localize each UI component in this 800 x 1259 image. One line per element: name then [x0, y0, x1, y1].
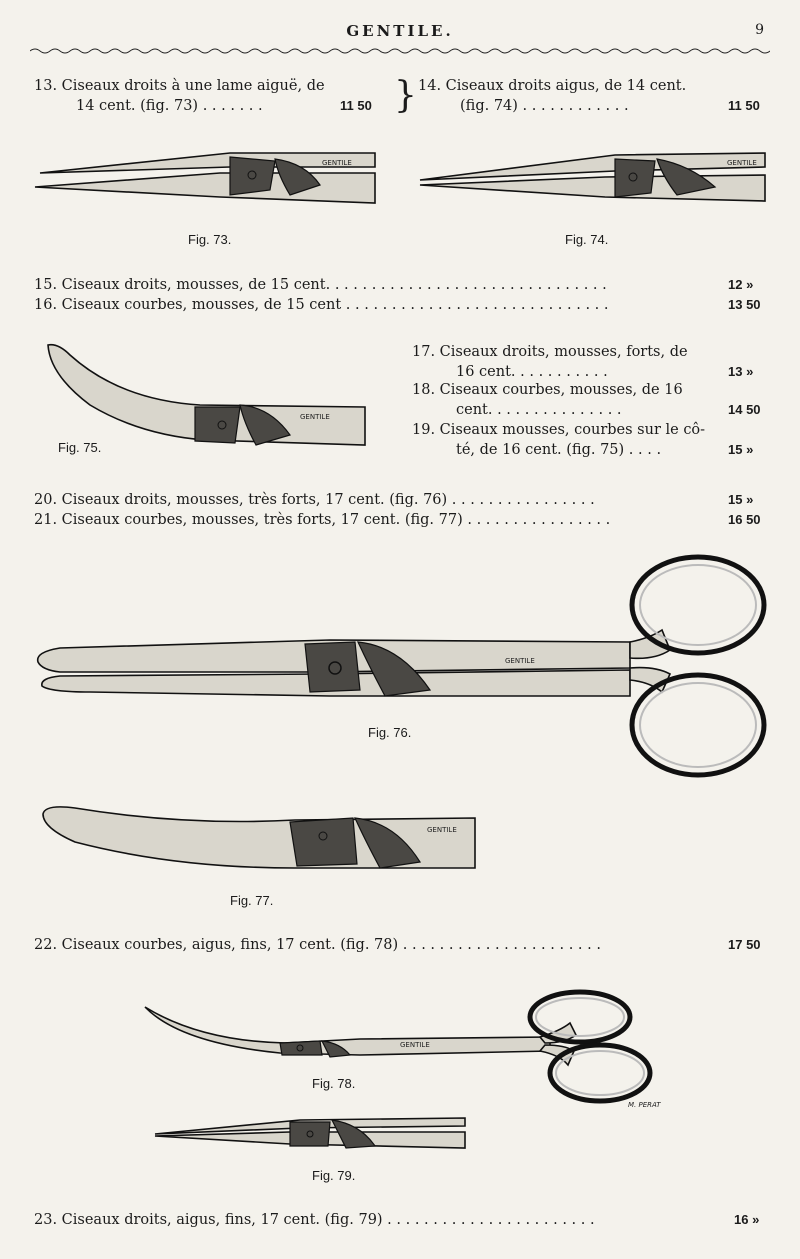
- fig-73-brand: GENTILE: [322, 159, 352, 167]
- header-wavy-rule: [30, 45, 770, 57]
- engraver-signature: M. PERAT: [628, 1101, 661, 1109]
- item-13-label: 13. Ciseaux droits à une lame aiguë, de: [34, 78, 325, 94]
- fig-74-brand: GENTILE: [727, 159, 757, 167]
- item-22-label: 22. Ciseaux courbes, aigus, fins, 17 cent. (fig. 78) . . . . . . . . . . . . . . . . . . . . . .: [34, 937, 601, 953]
- item-21-label: 21. Ciseaux courbes, mousses, très forts, 17 cent. (fig. 77) . . . . . . . . . . . . . . . .: [34, 512, 611, 528]
- item-19-label: 19. Ciseaux mousses, courbes sur le cô-: [412, 422, 706, 438]
- item-22-price: 17 50: [728, 937, 761, 952]
- fig-75-brand: GENTILE: [300, 413, 330, 421]
- item-19-label-cont: té, de 16 cent. (fig. 75) . . . .: [456, 442, 662, 458]
- fig-76-scissors-illustration: [30, 550, 775, 785]
- item-14-label-cont: (fig. 74) . . . . . . . . . . . .: [460, 98, 629, 114]
- fig-74-caption: Fig. 74.: [565, 232, 609, 247]
- item-15-price: 12 »: [728, 277, 754, 292]
- item-17-label: 17. Ciseaux droits, mousses, forts, de: [412, 344, 688, 360]
- item-23-label: 23. Ciseaux droits, aigus, fins, 17 cent. (fig. 79) . . . . . . . . . . . . . . . . . . . . . . .: [34, 1212, 595, 1228]
- item-16-label: 16. Ciseaux courbes, mousses, de 15 cent . . . . . . . . . . . . . . . . . . . . . . . . . . . . .: [34, 297, 609, 313]
- page-number: 9: [755, 22, 764, 38]
- page-header-title: GENTILE.: [346, 22, 454, 40]
- item-19-price: 15 »: [728, 442, 754, 457]
- item-15-label: 15. Ciseaux droits, mousses, de 15 cent. . . . . . . . . . . . . . . . . . . . . . . . . . . . . . .: [34, 277, 607, 293]
- fig-75-caption: Fig. 75.: [58, 440, 102, 455]
- fig-78-brand: GENTILE: [400, 1041, 430, 1049]
- item-23-price: 16 »: [734, 1212, 760, 1227]
- fig-78-caption: Fig. 78.: [312, 1076, 356, 1091]
- brace-divider: }: [394, 75, 417, 116]
- item-13-price: 11 50: [340, 98, 372, 113]
- item-17-label-cont: 16 cent. . . . . . . . . . .: [456, 364, 608, 380]
- item-16-price: 13 50: [728, 297, 761, 312]
- item-17-price: 13 »: [728, 364, 754, 379]
- item-21-price: 16 50: [728, 512, 761, 527]
- item-14-label: 14. Ciseaux droits aigus, de 14 cent.: [418, 78, 687, 94]
- fig-79-scissors-illustration: [150, 1110, 470, 1155]
- fig-73-scissors-illustration: [30, 145, 380, 210]
- fig-78-scissors-illustration: [140, 985, 680, 1110]
- item-14-price: 11 50: [728, 98, 760, 113]
- fig-77-scissors-illustration: [35, 800, 480, 880]
- fig-74-scissors-illustration: [415, 145, 767, 210]
- item-18-label: 18. Ciseaux courbes, mousses, de 16: [412, 382, 683, 398]
- fig-77-caption: Fig. 77.: [230, 893, 274, 908]
- item-18-label-cont: cent. . . . . . . . . . . . . . .: [456, 402, 622, 418]
- item-20-price: 15 »: [728, 492, 754, 507]
- fig-76-brand: GENTILE: [505, 657, 535, 665]
- item-13-label-cont: 14 cent. (fig. 73) . . . . . . .: [76, 98, 263, 114]
- item-18-price: 14 50: [728, 402, 761, 417]
- fig-79-caption: Fig. 79.: [312, 1168, 356, 1183]
- fig-76-caption: Fig. 76.: [368, 725, 412, 740]
- fig-73-caption: Fig. 73.: [188, 232, 232, 247]
- fig-77-brand: GENTILE: [427, 826, 457, 834]
- item-20-label: 20. Ciseaux droits, mousses, très forts, 17 cent. (fig. 76) . . . . . . . . . . . . . . . .: [34, 492, 595, 508]
